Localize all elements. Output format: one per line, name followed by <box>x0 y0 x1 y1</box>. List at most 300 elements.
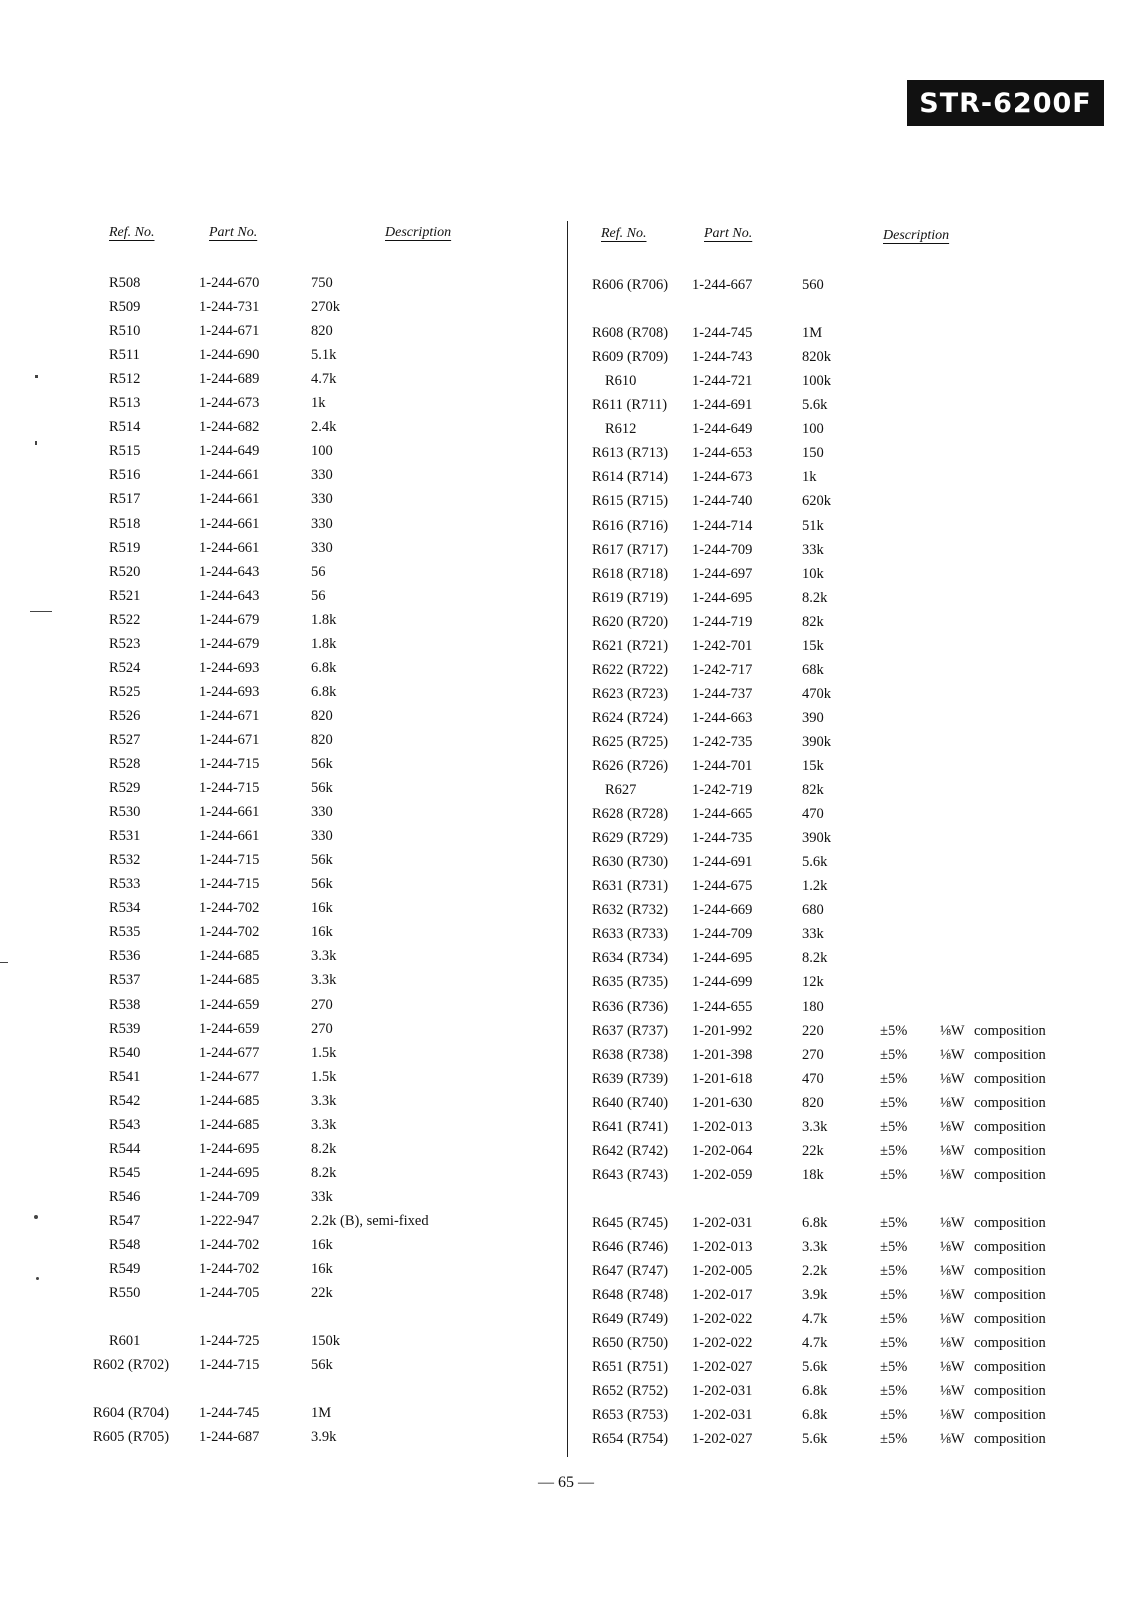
scan-mark <box>0 962 8 963</box>
ref-no: R649 (R749) <box>592 1311 669 1328</box>
part-no: 1-244-695 <box>199 1140 260 1157</box>
ref-no: R542 <box>109 1092 141 1109</box>
part-no: 1-202-027 <box>692 1359 753 1376</box>
right-header-description: Description <box>883 228 950 243</box>
part-no: 1-244-721 <box>692 373 753 390</box>
resistor-type: composition <box>974 1263 1046 1280</box>
part-no: 1-201-630 <box>692 1094 753 1111</box>
part-no: 1-244-740 <box>692 493 753 510</box>
value: 270 <box>802 1046 824 1063</box>
tolerance: ±5% <box>880 1214 908 1231</box>
value: 3.3k <box>311 1116 337 1133</box>
ref-no: R625 (R725) <box>592 733 669 750</box>
value: 1.5k <box>311 1068 337 1085</box>
ref-no: R533 <box>109 876 141 893</box>
value: 820 <box>311 323 333 340</box>
tolerance: ±5% <box>880 1407 908 1424</box>
ref-no: R546 <box>109 1188 141 1205</box>
scan-mark <box>35 441 37 445</box>
value: 820k <box>802 349 831 366</box>
scan-mark <box>34 1215 38 1219</box>
part-no: 1-244-685 <box>199 972 260 989</box>
value: 6.8k <box>802 1214 828 1231</box>
part-no: 1-244-643 <box>199 587 260 604</box>
scan-mark <box>35 375 38 378</box>
ref-no: R537 <box>109 972 141 989</box>
ref-no: R653 (R753) <box>592 1407 669 1424</box>
tolerance: ±5% <box>880 1431 908 1448</box>
value: 5.1k <box>311 347 337 364</box>
ref-no: R521 <box>109 587 141 604</box>
tolerance: ±5% <box>880 1263 908 1280</box>
wattage: ⅛W <box>940 1311 965 1328</box>
value: 68k <box>802 661 824 678</box>
value: 220 <box>802 1022 824 1039</box>
part-no: 1-244-709 <box>199 1188 260 1205</box>
part-no: 1-244-715 <box>199 1357 260 1374</box>
part-no: 1-242-719 <box>692 782 753 799</box>
ref-no: R605 (R705) <box>93 1429 170 1446</box>
value: 330 <box>311 515 333 532</box>
ref-no: R608 (R708) <box>592 325 669 342</box>
ref-no: R534 <box>109 900 141 917</box>
value: 56k <box>311 876 333 893</box>
ref-no: R624 (R724) <box>592 709 669 726</box>
part-no: 1-244-702 <box>199 1261 260 1278</box>
part-no: 1-244-695 <box>199 1164 260 1181</box>
value: 3.3k <box>311 948 337 965</box>
part-no: 1-244-665 <box>692 806 753 823</box>
value: 5.6k <box>802 1431 828 1448</box>
part-no: 1-244-715 <box>199 852 260 869</box>
ref-no: R629 (R729) <box>592 830 669 847</box>
ref-no: R519 <box>109 539 141 556</box>
tolerance: ±5% <box>880 1335 908 1352</box>
part-no: 1-202-031 <box>692 1407 753 1424</box>
ref-no: R648 (R748) <box>592 1287 669 1304</box>
ref-no: R647 (R747) <box>592 1263 669 1280</box>
wattage: ⅛W <box>940 1046 965 1063</box>
value: 6.8k <box>311 659 337 676</box>
ref-no: R602 (R702) <box>93 1357 170 1374</box>
ref-no: R638 (R738) <box>592 1046 669 1063</box>
value: 470 <box>802 1070 824 1087</box>
value: 56 <box>311 563 326 580</box>
value: 330 <box>311 467 333 484</box>
value: 16k <box>311 1237 333 1253</box>
part-no: 1-244-691 <box>692 397 753 414</box>
ref-no: R515 <box>109 443 141 460</box>
tolerance: ±5% <box>880 1311 908 1328</box>
resistor-type: composition <box>974 1118 1046 1135</box>
ref-no: R641 (R741) <box>592 1118 669 1135</box>
ref-no: R535 <box>109 924 141 941</box>
value: 100 <box>802 421 824 438</box>
value: 1.8k <box>311 635 337 652</box>
part-no: 1-244-697 <box>692 565 753 582</box>
part-no: 1-244-673 <box>692 469 753 486</box>
part-no: 1-244-671 <box>199 731 260 748</box>
ref-no: R604 (R704) <box>93 1405 170 1422</box>
ref-no: R620 (R720) <box>592 613 669 630</box>
column-divider <box>567 221 568 1457</box>
value: 390k <box>802 733 831 750</box>
ref-no: R550 <box>109 1285 141 1302</box>
wattage: ⅛W <box>940 1359 965 1376</box>
part-no: 1-244-677 <box>199 1068 260 1085</box>
ref-no: R543 <box>109 1116 141 1133</box>
ref-no: R611 (R711) <box>592 397 668 414</box>
value: 8.2k <box>802 589 828 606</box>
part-no: 1-222-947 <box>199 1212 260 1229</box>
model-badge: STR-6200F <box>907 80 1104 126</box>
part-no: 1-244-702 <box>199 1237 260 1253</box>
value: 1.8k <box>311 611 337 628</box>
value: 10k <box>802 565 824 582</box>
part-no: 1-244-699 <box>692 974 753 991</box>
part-no: 1-244-693 <box>199 659 260 676</box>
part-no: 1-244-677 <box>199 1044 260 1061</box>
ref-no: R538 <box>109 996 141 1013</box>
value: 15k <box>802 637 824 654</box>
wattage: ⅛W <box>940 1118 965 1135</box>
ref-no: R526 <box>109 707 141 724</box>
ref-no: R531 <box>109 828 141 845</box>
value: 270 <box>311 1020 333 1037</box>
wattage: ⅛W <box>940 1142 965 1159</box>
value: 1M <box>802 325 823 342</box>
value: 82k <box>802 613 824 630</box>
wattage: ⅛W <box>940 1022 965 1039</box>
part-no: 1-244-679 <box>199 611 260 628</box>
value: 820 <box>802 1094 824 1111</box>
scan-mark <box>30 611 52 612</box>
ref-no: R523 <box>109 635 141 652</box>
resistor-type: composition <box>974 1311 1046 1328</box>
part-no: 1-244-709 <box>692 926 753 943</box>
value: 33k <box>802 926 824 943</box>
part-no: 1-244-685 <box>199 948 260 965</box>
part-no: 1-242-735 <box>692 733 753 750</box>
ref-no: R634 (R734) <box>592 950 669 967</box>
part-no: 1-202-031 <box>692 1383 753 1400</box>
part-no: 1-244-702 <box>199 924 260 941</box>
ref-no: R514 <box>109 419 141 436</box>
ref-no: R610 <box>605 373 637 390</box>
part-no: 1-244-714 <box>692 517 753 534</box>
part-no: 1-244-731 <box>199 299 260 316</box>
value: 4.7k <box>802 1311 828 1328</box>
value: 330 <box>311 539 333 556</box>
value: 560 <box>802 277 824 293</box>
value: 22k <box>311 1285 333 1302</box>
value: 620k <box>802 493 831 510</box>
ref-no: R614 (R714) <box>592 469 669 486</box>
ref-no: R609 (R709) <box>592 349 669 366</box>
part-no: 1-244-663 <box>692 709 753 726</box>
value: 8.2k <box>802 950 828 967</box>
ref-no: R646 (R746) <box>592 1239 669 1255</box>
value: 3.9k <box>311 1429 337 1446</box>
value: 56k <box>311 1357 333 1374</box>
resistor-type: composition <box>974 1383 1046 1400</box>
value: 82k <box>802 782 824 799</box>
ref-no: R539 <box>109 1020 141 1037</box>
part-no: 1-244-690 <box>199 347 260 364</box>
ref-no: R645 (R745) <box>592 1214 669 1231</box>
ref-no: R601 <box>109 1333 141 1350</box>
value: 56 <box>311 587 326 604</box>
wattage: ⅛W <box>940 1094 965 1111</box>
part-no: 1-244-702 <box>199 900 260 917</box>
ref-no: R618 (R718) <box>592 565 669 582</box>
value: 16k <box>311 924 333 941</box>
page-number: — 65 — <box>538 1474 594 1491</box>
value: 270k <box>311 299 340 316</box>
ref-no: R636 (R736) <box>592 998 669 1015</box>
ref-no: R617 (R717) <box>592 541 669 558</box>
part-no: 1-244-709 <box>692 541 753 558</box>
wattage: ⅛W <box>940 1287 965 1304</box>
ref-no: R643 (R743) <box>592 1166 669 1183</box>
value: 180 <box>802 998 824 1015</box>
part-no: 1-244-667 <box>692 277 753 293</box>
value: 15k <box>802 758 824 774</box>
value: 390k <box>802 830 831 847</box>
tolerance: ±5% <box>880 1359 908 1376</box>
value: 51k <box>802 517 824 534</box>
part-no: 1-244-661 <box>199 804 260 821</box>
ref-no: R520 <box>109 563 141 580</box>
ref-no: R632 (R732) <box>592 902 669 919</box>
value: 8.2k <box>311 1140 337 1157</box>
part-no: 1-242-717 <box>692 661 753 678</box>
part-no: 1-244-643 <box>199 563 260 580</box>
ref-no: R516 <box>109 467 141 484</box>
value: 2.2k (B), semi-fixed <box>311 1212 429 1229</box>
value: 16k <box>311 1261 333 1278</box>
wattage: ⅛W <box>940 1166 965 1183</box>
ref-no: R509 <box>109 299 141 316</box>
resistor-type: composition <box>974 1335 1046 1352</box>
ref-no: R615 (R715) <box>592 493 669 510</box>
ref-no: R517 <box>109 491 141 508</box>
part-no: 1-202-005 <box>692 1263 753 1280</box>
ref-no: R510 <box>109 323 141 340</box>
ref-no: R616 (R716) <box>592 517 669 534</box>
ref-no: R640 (R740) <box>592 1094 669 1111</box>
value: 33k <box>311 1188 333 1205</box>
ref-no: R530 <box>109 804 141 821</box>
ref-no: R621 (R721) <box>592 637 669 654</box>
ref-no: R529 <box>109 780 141 797</box>
value: 8.2k <box>311 1164 337 1181</box>
value: 3.3k <box>311 1092 337 1109</box>
resistor-type: composition <box>974 1022 1046 1039</box>
value: 820 <box>311 707 333 724</box>
resistor-type: composition <box>974 1214 1046 1231</box>
part-no: 1-202-013 <box>692 1118 753 1135</box>
resistor-type: composition <box>974 1046 1046 1063</box>
part-no: 1-244-695 <box>692 589 753 606</box>
value: 2.2k <box>802 1263 828 1280</box>
tolerance: ±5% <box>880 1046 908 1063</box>
ref-no: R536 <box>109 948 141 965</box>
part-no: 1-244-655 <box>692 998 753 1015</box>
resistor-type: composition <box>974 1094 1046 1111</box>
value: 270 <box>311 996 333 1013</box>
part-no: 1-242-701 <box>692 637 753 654</box>
part-no: 1-244-725 <box>199 1333 260 1350</box>
value: 4.7k <box>311 371 337 388</box>
tolerance: ±5% <box>880 1287 908 1304</box>
ref-no: R642 (R742) <box>592 1142 669 1159</box>
wattage: ⅛W <box>940 1407 965 1424</box>
part-no: 1-244-689 <box>199 371 260 388</box>
ref-no: R627 <box>605 782 637 799</box>
tolerance: ±5% <box>880 1094 908 1111</box>
part-no: 1-244-670 <box>199 275 260 291</box>
value: 5.6k <box>802 854 828 871</box>
part-no: 1-201-618 <box>692 1070 753 1087</box>
part-no: 1-244-743 <box>692 349 753 366</box>
value: 5.6k <box>802 1359 828 1376</box>
part-no: 1-244-715 <box>199 780 260 797</box>
ref-no: R635 (R735) <box>592 974 669 991</box>
value: 33k <box>802 541 824 558</box>
part-no: 1-202-017 <box>692 1287 753 1304</box>
wattage: ⅛W <box>940 1431 965 1448</box>
tolerance: ±5% <box>880 1022 908 1039</box>
value: 1k <box>802 469 817 486</box>
resistor-type: composition <box>974 1166 1046 1183</box>
part-no: 1-244-685 <box>199 1116 260 1133</box>
part-no: 1-202-022 <box>692 1335 753 1352</box>
ref-no: R545 <box>109 1164 141 1181</box>
part-no: 1-244-682 <box>199 419 260 436</box>
value: 330 <box>311 804 333 821</box>
value: 470 <box>802 806 824 823</box>
value: 680 <box>802 902 824 919</box>
value: 3.3k <box>802 1239 828 1255</box>
ref-no: R654 (R754) <box>592 1431 669 1448</box>
value: 1k <box>311 395 326 412</box>
ref-no: R613 (R713) <box>592 445 669 462</box>
value: 56k <box>311 780 333 797</box>
part-no: 1-244-737 <box>692 685 753 702</box>
value: 18k <box>802 1166 824 1183</box>
part-no: 1-244-695 <box>692 950 753 967</box>
ref-no: R508 <box>109 275 141 291</box>
ref-no: R544 <box>109 1140 141 1157</box>
wattage: ⅛W <box>940 1383 965 1400</box>
part-no: 1-201-398 <box>692 1046 753 1063</box>
value: 750 <box>311 275 333 291</box>
tolerance: ±5% <box>880 1383 908 1400</box>
value: 1.2k <box>802 878 828 895</box>
part-no: 1-244-659 <box>199 1020 260 1037</box>
part-no: 1-202-027 <box>692 1431 753 1448</box>
part-no: 1-244-661 <box>199 467 260 484</box>
right-header-part: Part No. <box>704 226 753 241</box>
resistor-type: composition <box>974 1287 1046 1304</box>
part-no: 1-244-649 <box>692 421 753 438</box>
value: 12k <box>802 974 824 991</box>
part-no: 1-244-715 <box>199 756 260 772</box>
part-no: 1-244-669 <box>692 902 753 919</box>
ref-no: R651 (R751) <box>592 1359 669 1376</box>
value: 330 <box>311 491 333 508</box>
ref-no: R637 (R737) <box>592 1022 669 1039</box>
part-no: 1-244-735 <box>692 830 753 847</box>
part-no: 1-244-671 <box>199 323 260 340</box>
ref-no: R513 <box>109 395 141 412</box>
part-no: 1-244-661 <box>199 491 260 508</box>
wattage: ⅛W <box>940 1070 965 1087</box>
value: 6.8k <box>802 1407 828 1424</box>
right-header-ref: Ref. No. <box>601 226 647 241</box>
ref-no: R619 (R719) <box>592 589 669 606</box>
wattage: ⅛W <box>940 1335 965 1352</box>
ref-no: R541 <box>109 1068 141 1085</box>
ref-no: R549 <box>109 1261 141 1278</box>
part-no: 1-202-022 <box>692 1311 753 1328</box>
tolerance: ±5% <box>880 1070 908 1087</box>
ref-no: R606 (R706) <box>592 277 669 293</box>
part-no: 1-244-649 <box>199 443 260 460</box>
value: 100 <box>311 443 333 460</box>
part-no: 1-244-705 <box>199 1285 260 1302</box>
value: 3.3k <box>311 972 337 989</box>
part-no: 1-244-661 <box>199 515 260 532</box>
left-header-ref: Ref. No. <box>109 225 155 240</box>
wattage: ⅛W <box>940 1214 965 1231</box>
ref-no: R527 <box>109 731 141 748</box>
part-no: 1-244-685 <box>199 1092 260 1109</box>
value: 6.8k <box>802 1383 828 1400</box>
part-no: 1-202-013 <box>692 1239 753 1255</box>
resistor-type: composition <box>974 1070 1046 1087</box>
value: 1M <box>311 1405 332 1422</box>
part-no: 1-244-673 <box>199 395 260 412</box>
part-no: 1-244-679 <box>199 635 260 652</box>
part-no: 1-244-687 <box>199 1429 260 1446</box>
part-no: 1-244-715 <box>199 876 260 893</box>
part-no: 1-244-691 <box>692 854 753 871</box>
ref-no: R639 (R739) <box>592 1070 669 1087</box>
left-header-part: Part No. <box>209 225 258 240</box>
value: 2.4k <box>311 419 337 436</box>
tolerance: ±5% <box>880 1118 908 1135</box>
ref-no: R540 <box>109 1044 141 1061</box>
value: 56k <box>311 852 333 869</box>
part-no: 1-244-675 <box>692 878 753 895</box>
value: 330 <box>311 828 333 845</box>
part-no: 1-244-719 <box>692 613 753 630</box>
resistor-type: composition <box>974 1239 1046 1255</box>
ref-no: R612 <box>605 421 637 438</box>
part-no: 1-244-745 <box>692 325 753 342</box>
value: 1.5k <box>311 1044 337 1061</box>
wattage: ⅛W <box>940 1239 965 1255</box>
part-no: 1-244-671 <box>199 707 260 724</box>
value: 820 <box>311 731 333 748</box>
value: 150k <box>311 1333 340 1350</box>
ref-no: R631 (R731) <box>592 878 669 895</box>
wattage: ⅛W <box>940 1263 965 1280</box>
part-no: 1-202-031 <box>692 1214 753 1231</box>
part-no: 1-202-064 <box>692 1142 753 1159</box>
